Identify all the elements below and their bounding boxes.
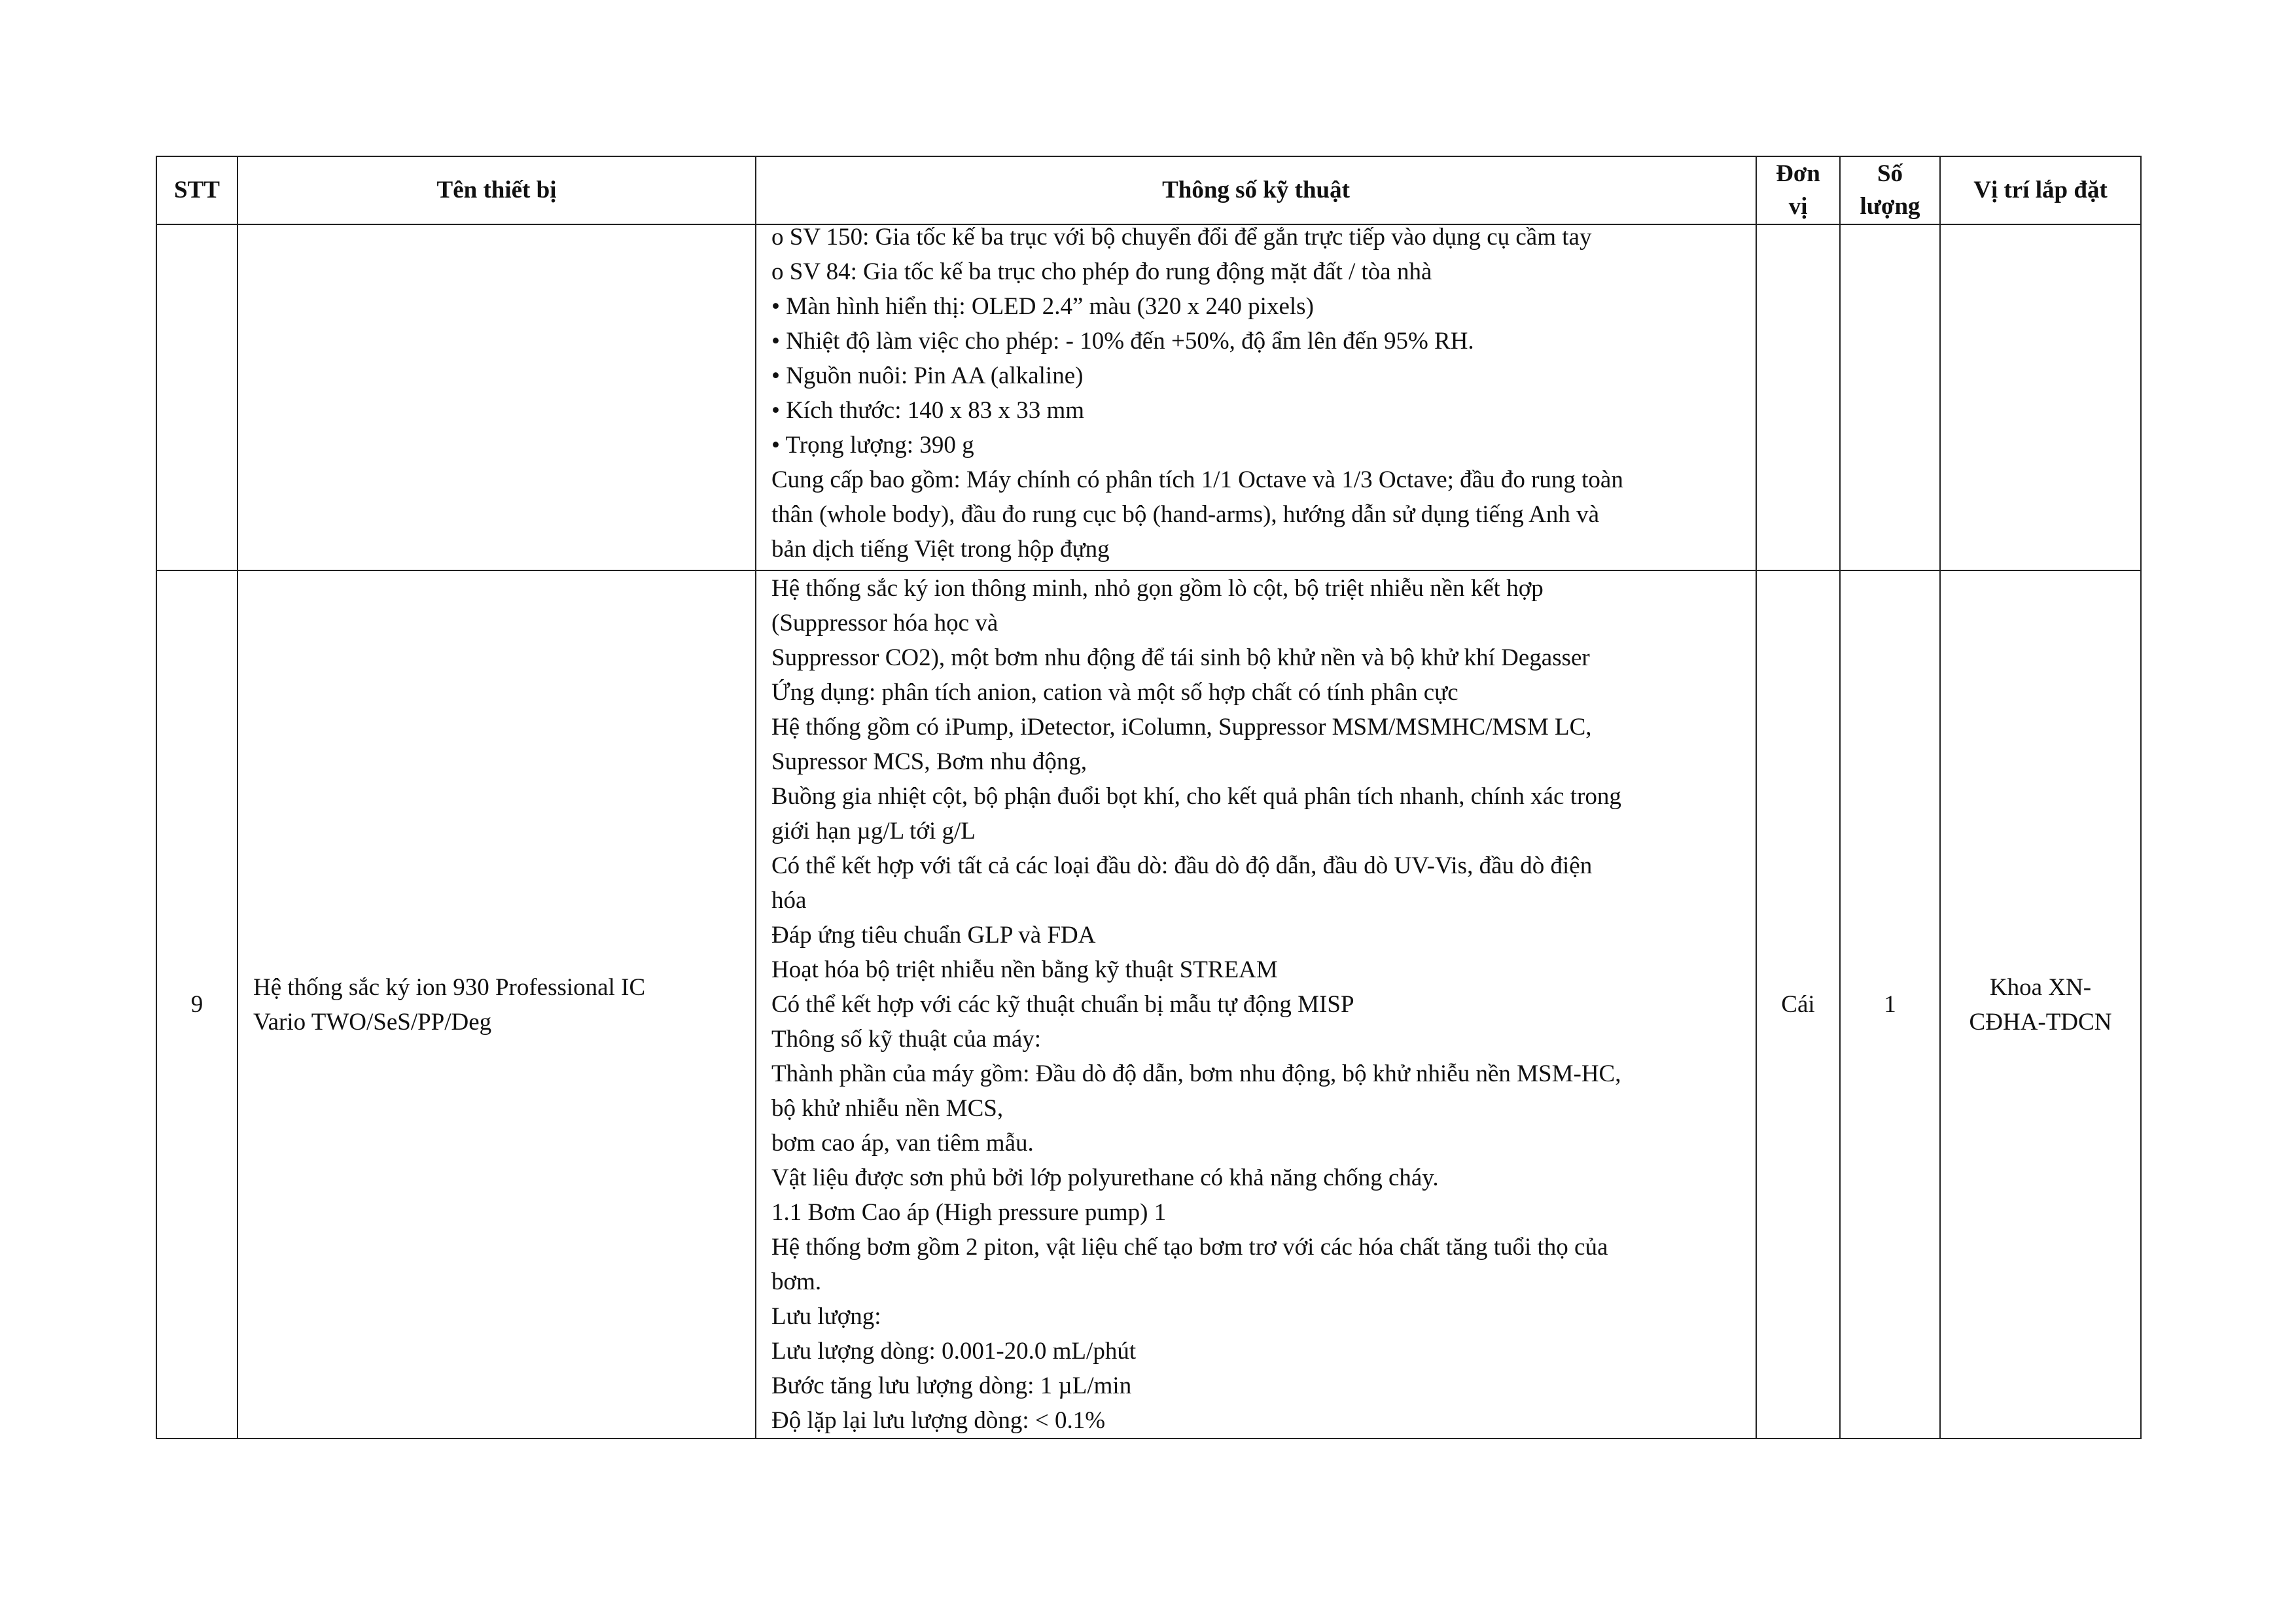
- spec-line: Hệ thống bơm gồm 2 piton, vật liệu chế tạo bơm trơ với các hóa chất tăng tuổi thọ của: [771, 1234, 1608, 1261]
- header-location: Vị trí lắp đặt: [1940, 156, 2141, 224]
- spec-line: o SV 84: Gia tốc kế ba trục cho phép đo rung động mặt đất / tòa nhà: [771, 258, 1432, 285]
- spec-line: • Nguồn nuôi: Pin AA (alkaline): [771, 362, 1084, 389]
- spec-line: Supressor MCS, Bơm nhu động,: [771, 748, 1087, 775]
- spec-line: bơm cao áp, van tiêm mẫu.: [771, 1130, 1034, 1157]
- name-line1: Hệ thống sắc ký ion 930 Professional IC: [253, 973, 646, 1001]
- cell-unit: [1756, 224, 1840, 570]
- spec-line: thân (whole body), đầu đo rung cục bộ (hand-arms), hướng dẫn sử dụng tiếng Anh và: [771, 501, 1599, 528]
- spec-line: Thành phần của máy gồm: Đầu dò độ dẫn, bơm nhu động, bộ khử nhiễu nền MSM-HC,: [771, 1060, 1621, 1087]
- header-spec: Thông số kỹ thuật: [756, 156, 1756, 224]
- header-qty-line1: Số: [1877, 160, 1903, 187]
- spec-line: bơm.: [771, 1268, 822, 1295]
- spec-line: Lưu lượng dòng: 0.001-20.0 mL/phút: [771, 1338, 1137, 1365]
- cell-location: [1940, 570, 2141, 1439]
- spec-line: • Màn hình hiển thị: OLED 2.4” màu (320 x 240 pixels): [771, 293, 1314, 320]
- cell-spec: [756, 224, 1756, 570]
- cell-qty: 1: [1840, 570, 1940, 1439]
- table-header: [156, 156, 2141, 224]
- spec-line: giới hạn µg/L tới g/L: [771, 818, 976, 845]
- spec-line: bản dịch tiếng Việt trong hộp đựng: [771, 536, 1110, 563]
- table-row: [156, 224, 2141, 570]
- spec-line: Độ lặp lại lưu lượng dòng: < 0.1%: [771, 1407, 1106, 1434]
- spec-line: • Trọng lượng: 390 g: [771, 432, 974, 459]
- header-unit-line1: Đơn: [1776, 160, 1820, 187]
- spec-line: Bước tăng lưu lượng dòng: 1 µL/min: [771, 1372, 1132, 1399]
- spec-line: Hệ thống gồm có iPump, iDetector, iColumn, Suppressor MSM/MSMHC/MSM LC,: [771, 714, 1592, 741]
- cell-stt: [156, 224, 238, 570]
- spec-line: bộ khử nhiễu nền MCS,: [771, 1095, 1004, 1122]
- location-line1: Khoa XN-: [1989, 973, 2092, 1001]
- spec-line: Lưu lượng:: [771, 1303, 881, 1330]
- spec-line: o SV 150: Gia tốc kế ba trục với bộ chuyển đổi để gắn trực tiếp vào dụng cụ cầm tay: [771, 224, 1592, 251]
- equipment-table: [156, 156, 2142, 1439]
- cell-location: [1940, 224, 2141, 570]
- spec-line: Buồng gia nhiệt cột, bộ phận đuổi bọt khí, cho kết quả phân tích nhanh, chính xác trong: [771, 783, 1621, 810]
- header-name: Tên thiết bị: [238, 156, 756, 224]
- name-line2: Vario TWO/SeS/PP/Deg: [253, 1008, 492, 1036]
- spec-line: 1.1 Bơm Cao áp (High pressure pump) 1: [771, 1199, 1167, 1226]
- spec-line: Thông số kỹ thuật của máy:: [771, 1026, 1042, 1053]
- cell-name: [238, 224, 756, 570]
- cell-spec: [756, 570, 1756, 1439]
- header-stt: STT: [156, 156, 238, 224]
- header-qty-line2: lượng: [1860, 193, 1920, 220]
- spec-line: hóa: [771, 887, 807, 914]
- header-qty: [1840, 156, 1940, 224]
- spec-lines: [771, 220, 1748, 567]
- cell-unit: Cái: [1756, 570, 1840, 1439]
- header-row: [156, 156, 2141, 224]
- spec-line: Cung cấp bao gồm: Máy chính có phân tích 1/1 Octave và 1/3 Octave; đầu đo rung toàn: [771, 466, 1623, 493]
- spec-line: Ứng dụng: phân tích anion, cation và một số hợp chất có tính phân cực: [771, 679, 1458, 706]
- header-unit: [1756, 156, 1840, 224]
- cell-name: [238, 570, 756, 1439]
- cell-stt: 9: [156, 570, 238, 1439]
- spec-line: Suppressor CO2), một bơm nhu động để tái sinh bộ khử nền và bộ khử khí Degasser: [771, 644, 1590, 671]
- table-body: [156, 224, 2141, 1439]
- spec-line: Hoạt hóa bộ triệt nhiễu nền bằng kỹ thuật STREAM: [771, 956, 1278, 983]
- location-line2: CĐHA-TDCN: [1969, 1008, 2112, 1036]
- spec-line: Có thể kết hợp với các kỹ thuật chuẩn bị mẫu tự động MISP: [771, 991, 1354, 1018]
- spec-line: • Kích thước: 140 x 83 x 33 mm: [771, 397, 1085, 424]
- header-unit-line2: vị: [1788, 193, 1808, 220]
- spec-line: (Suppressor hóa học và: [771, 610, 998, 637]
- spec-line: Vật liệu được sơn phủ bởi lớp polyurethane có khả năng chống cháy.: [771, 1164, 1439, 1191]
- spec-line: Có thể kết hợp với tất cả các loại đầu dò: đầu dò độ dẫn, đầu dò UV-Vis, đầu dò điện: [771, 852, 1593, 879]
- table-row: [156, 570, 2141, 1439]
- spec-line: Hệ thống sắc ký ion thông minh, nhỏ gọn gồm lò cột, bộ triệt nhiễu nền kết hợp: [771, 575, 1544, 602]
- cell-qty: [1840, 224, 1940, 570]
- spec-lines: [771, 571, 1748, 1438]
- spec-line: Đáp ứng tiêu chuẩn GLP và FDA: [771, 922, 1096, 949]
- spec-line: • Nhiệt độ làm việc cho phép: - 10% đến +50%, độ ẩm lên đến 95% RH.: [771, 328, 1474, 355]
